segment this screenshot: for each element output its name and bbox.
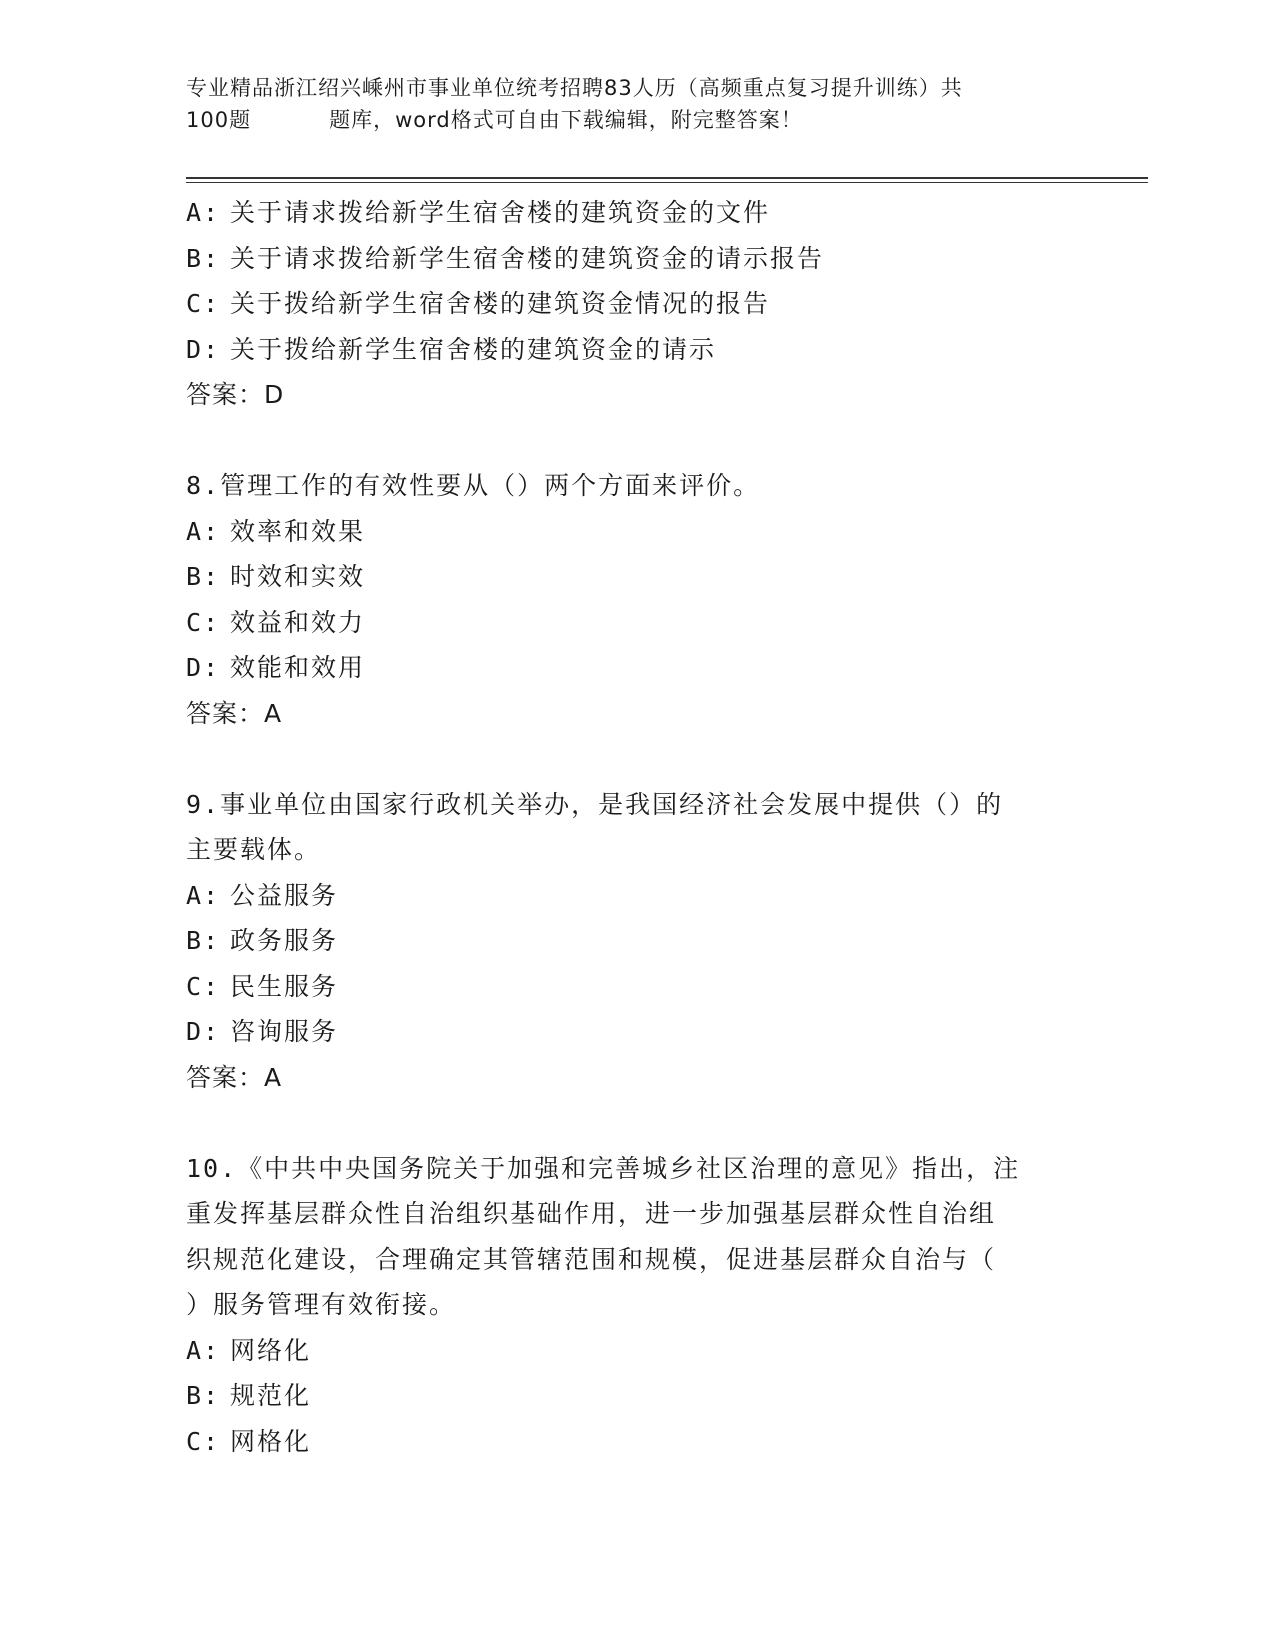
question-7-block [186,190,1086,418]
q8-option-d: D: 效能和效用 [186,653,366,682]
q7-option-b: B: 关于请求拨给新学生宿舍楼的建筑资金的请示报告 [186,243,825,273]
q10-question-line3: 织规范化建设，合理确定其管辖范围和规模，促进基层群众自治与（ [186,1244,997,1274]
q9-option-a: A: 公益服务 [186,880,339,910]
q10-option-c: C: 网格化 [186,1426,312,1456]
q10-question-line4: ）服务管理有效衔接。 [186,1290,457,1319]
q10-option-a: A: 网络化 [186,1335,312,1365]
q7-option-c: C: 关于拨给新学生宿舍楼的建筑资金情况的报告 [186,289,771,318]
q9-question-line2: 主要载体。 [186,835,322,864]
q8-option-c: C: 效益和效力 [186,607,366,637]
q10-question-line2: 重发挥基层群众性自治组织基础作用，进一步加强基层群众性自治组 [186,1199,997,1228]
header-title-line2 [186,104,1086,136]
question-8-block [186,463,1086,736]
q9-option-b: B: 政务服务 [186,926,339,955]
q8-option-a: A: 效率和效果 [186,516,366,546]
header-divider-thin [186,182,1148,183]
document-body [186,190,1086,1464]
header-title-line1: 专业精品浙江绍兴嵊州市事业单位统考招聘83人历（高频重点复习提升训练）共 [186,76,963,100]
q8-question: 8.管理工作的有效性要从（）两个方面来评价。 [186,471,761,500]
q7-option-d: D: 关于拨给新学生宿舍楼的建筑资金的请示 [186,334,717,364]
header-description: 题库，word格式可自由下载编辑，附完整答案！ [329,108,803,132]
question-9-block [186,782,1086,1101]
q10-option-b: B: 规范化 [186,1381,312,1410]
q9-question-line1: 9.事业单位由国家行政机关举办，是我国经济社会发展中提供（）的 [186,789,1004,819]
q7-option-a: A: 关于请求拨给新学生宿舍楼的建筑资金的文件 [186,198,771,227]
header-divider-thick [186,177,1148,179]
q8-answer: 答案：A [186,698,283,728]
q10-question-line1: 10.《中共中央国务院关于加强和完善城乡社区治理的意见》指出，注 [186,1153,1021,1183]
q7-answer: 答案：D [186,380,285,409]
q9-answer: 答案：A [186,1062,283,1092]
document-header [186,72,1086,136]
header-question-count: 100题 [186,108,252,132]
question-10-block [186,1146,1086,1465]
q9-option-c: C: 民生服务 [186,971,339,1001]
q8-option-b: B: 时效和实效 [186,562,366,591]
q9-option-d: D: 咨询服务 [186,1017,339,1046]
